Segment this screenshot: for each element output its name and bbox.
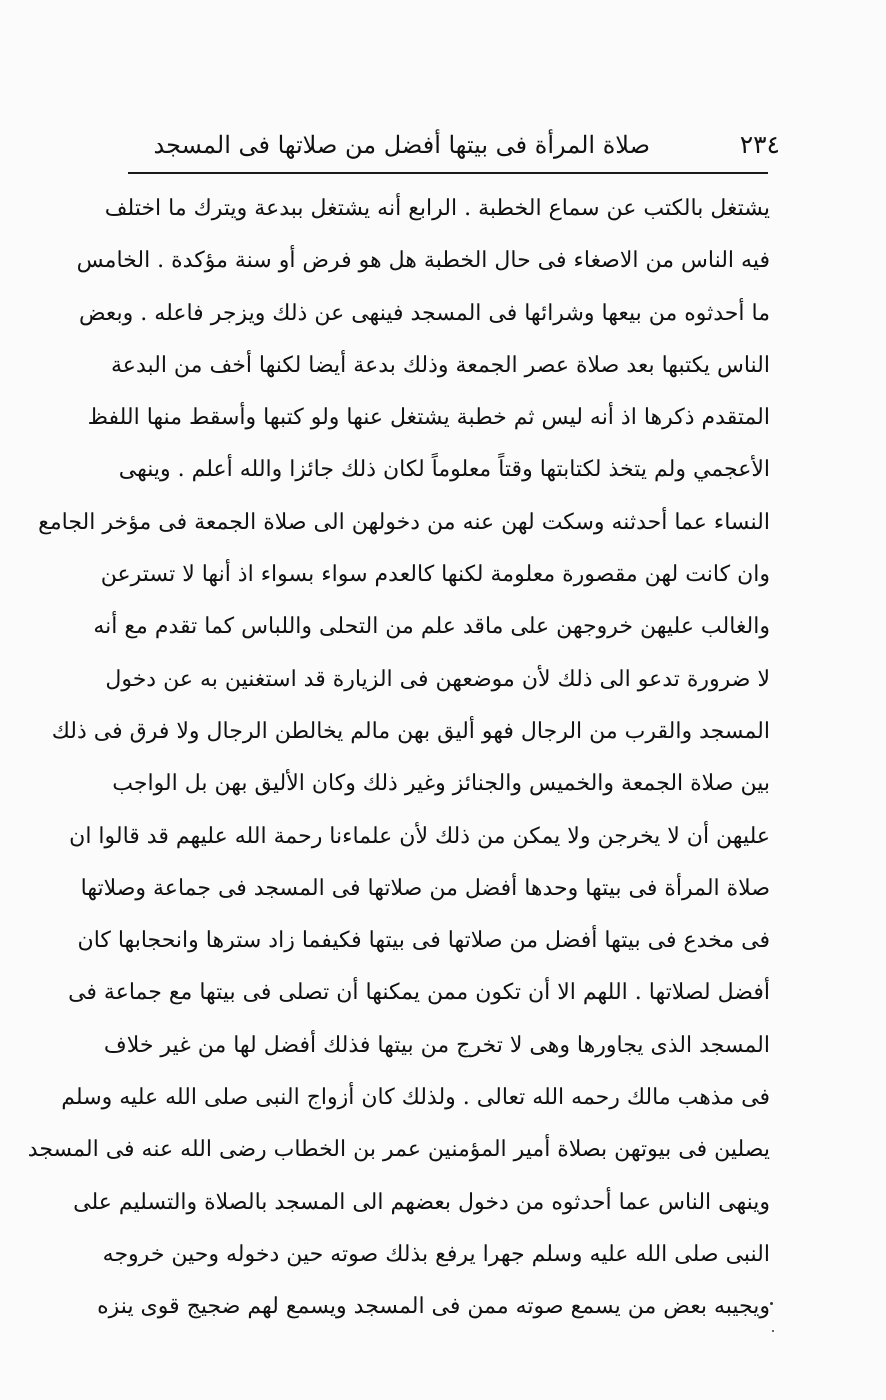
text-line: ويجيبه بعض من يسمع صوته ممن فى المسجد ويسمع لهم ضجيج قوى ينزه	[97, 1294, 770, 1320]
text-line: لا ضرورة تدعو الى ذلك لأن موضعهن فى الزيارة قد استغنين به عن دخول	[105, 666, 770, 692]
scan-speck	[770, 1302, 773, 1305]
text-line: بين صلاة الجمعة والخميس والجنائز وغير ذلك وكان الأليق بهن بل الواجب	[112, 771, 770, 797]
text-line: ما أحدثوه من بيعها وشرائها فى المسجد فينهى عن ذلك ويزجر فاعله . وبعض	[78, 300, 770, 326]
text-line: النساء عما أحدثنه وسكت لهن عنه من دخولهن الى صلاة الجمعة فى مؤخر الجامع	[38, 509, 770, 535]
text-line: فى مذهب مالك رحمه الله تعالى . ولذلك كان أزواج النبى صلى الله عليه وسلم	[61, 1085, 770, 1111]
text-line: الناس يكتبها بعد صلاة عصر الجمعة وذلك بدعة أيضا لكنها أخف من البدعة	[111, 352, 770, 378]
text-line: يصلين فى بيوتهن بصلاة أمير المؤمنين عمر بن الخطاب رضى الله عنه فى المسجد	[27, 1137, 770, 1163]
text-line: المسجد الذى يجاورها وهى لا تخرج من بيتها فذلك أفضل لها من غير خلاف	[103, 1032, 770, 1058]
text-line: الأعجمي ولم يتخذ لكتابتها وقتاً معلوماً لكان ذلك جائزا والله أعلم . وينهى	[118, 457, 770, 483]
text-line: فى مخدع فى بيتها أفضل من صلاتها فى بيتها فكيفما زاد سترها وانحجابها كان	[77, 928, 770, 954]
text-line: والغالب عليهن خروجهن على ماقد علم من التحلى واللباس كما تقدم مع أنه	[93, 614, 770, 640]
text-line: عليهن أن لا يخرجن ولا يمكن من ذلك لأن علماءنا رحمة الله عليهم قد قالوا ان	[69, 823, 770, 849]
text-line: وينهى الناس عما أحدثوه من دخول بعضهم الى المسجد بالصلاة والتسليم على	[73, 1189, 770, 1215]
text-line: صلاة المرأة فى بيتها وحدها أفضل من صلاتها فى المسجد فى جماعة وصلاتها	[80, 875, 770, 901]
scan-speck	[772, 1330, 774, 1332]
page-header	[153, 128, 780, 168]
text-line: فيه الناس من الاصغاء فى حال الخطبة هل هو فرض أو سنة مؤكدة . الخامس	[76, 248, 770, 274]
page-number: ٢٣٤	[739, 130, 780, 159]
text-line: وان كانت لهن مقصورة معلومة لكنها كالعدم سواء بسواء اذ أنها لا تسترعن	[100, 562, 770, 588]
text-line: يشتغل بالكتب عن سماع الخطبة . الرابع أنه يشتغل ببدعة ويترك ما اختلف	[104, 196, 770, 221]
text-line: المسجد والقرب من الرجال فهو أليق بهن مالم يخالطن الرجال ولا فرق فى ذلك	[51, 718, 770, 744]
text-line: أفضل لصلاتها . اللهم الا أن تكون ممن يمكنها أن تصلى فى بيتها مع جماعة فى	[68, 980, 770, 1006]
header-rule	[128, 172, 768, 174]
text-line: المتقدم ذكرها اذ أنه ليس ثم خطبة يشتغل عنها ولو كتبها وأسقط منها اللفظ	[87, 405, 770, 431]
running-title: صلاة المرأة فى بيتها أفضل من صلاتها فى المسجد	[153, 131, 650, 159]
body-text	[27, 183, 770, 1334]
text-line: النبى صلى الله عليه وسلم جهرا يرفع بذلك صوته حين دخوله وحين خروجه	[102, 1241, 770, 1267]
